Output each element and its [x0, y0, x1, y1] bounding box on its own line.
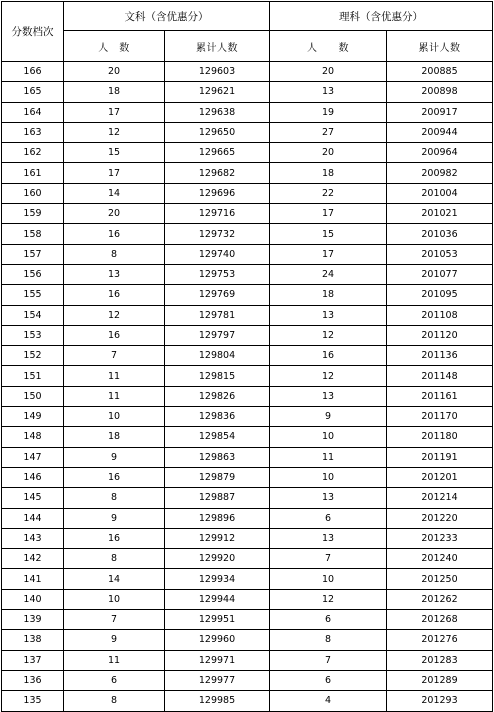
like-count-cell: 6	[270, 610, 387, 630]
like-cumulative-cell: 200885	[387, 62, 493, 82]
wenke-count-cell: 7	[64, 346, 165, 366]
like-cumulative-cell: 201004	[387, 183, 493, 203]
table-row	[2, 508, 493, 528]
like-count-header: 人 数	[270, 31, 387, 62]
wenke-count-cell: 13	[64, 264, 165, 284]
wenke-cumulative-cell: 129650	[165, 122, 270, 142]
wenke-cumulative-cell: 129621	[165, 82, 270, 102]
wenke-cumulative-cell: 129951	[165, 610, 270, 630]
like-count-cell: 16	[270, 346, 387, 366]
like-cumulative-cell: 201095	[387, 285, 493, 305]
like-cumulative-cell: 201180	[387, 427, 493, 447]
table-row	[2, 488, 493, 508]
score-cell: 138	[2, 630, 64, 650]
wenke-count-cell: 17	[64, 163, 165, 183]
score-cell: 152	[2, 346, 64, 366]
wenke-cumulative-cell: 129753	[165, 264, 270, 284]
score-cell: 151	[2, 366, 64, 386]
wenke-cumulative-cell: 129804	[165, 346, 270, 366]
like-count-cell: 15	[270, 224, 387, 244]
like-cumulative-cell: 201077	[387, 264, 493, 284]
score-cell: 137	[2, 650, 64, 670]
like-count-cell: 4	[270, 691, 387, 711]
wenke-count-cell: 8	[64, 549, 165, 569]
like-cumulative-header: 累计人数	[387, 31, 493, 62]
like-cumulative-cell: 201283	[387, 650, 493, 670]
score-cell: 156	[2, 264, 64, 284]
like-count-cell: 7	[270, 549, 387, 569]
like-count-cell: 13	[270, 386, 387, 406]
wenke-cumulative-cell: 129797	[165, 325, 270, 345]
table-row	[2, 305, 493, 325]
wenke-cumulative-cell: 129960	[165, 630, 270, 650]
like-cumulative-cell: 201036	[387, 224, 493, 244]
like-cumulative-cell: 201276	[387, 630, 493, 650]
like-count-cell: 8	[270, 630, 387, 650]
wenke-cumulative-cell: 129985	[165, 691, 270, 711]
wenke-cumulative-cell: 129826	[165, 386, 270, 406]
like-count-cell: 12	[270, 325, 387, 345]
table-row	[2, 102, 493, 122]
wenke-cumulative-cell: 129769	[165, 285, 270, 305]
wenke-cumulative-cell: 129944	[165, 589, 270, 609]
wenke-count-cell: 16	[64, 528, 165, 548]
score-cell: 158	[2, 224, 64, 244]
score-cell: 157	[2, 244, 64, 264]
like-count-cell: 7	[270, 650, 387, 670]
like-cumulative-cell: 201268	[387, 610, 493, 630]
score-cell: 162	[2, 143, 64, 163]
wenke-count-cell: 10	[64, 589, 165, 609]
wenke-cumulative-cell: 129854	[165, 427, 270, 447]
table-row	[2, 244, 493, 264]
like-count-cell: 12	[270, 589, 387, 609]
like-cumulative-cell: 201250	[387, 569, 493, 589]
like-cumulative-cell: 201053	[387, 244, 493, 264]
wenke-count-header: 人 数	[64, 31, 165, 62]
like-cumulative-cell: 201191	[387, 447, 493, 467]
like-cumulative-cell: 201170	[387, 407, 493, 427]
wenke-count-cell: 18	[64, 82, 165, 102]
table-row	[2, 346, 493, 366]
table-row	[2, 62, 493, 82]
like-count-cell: 10	[270, 569, 387, 589]
wenke-cumulative-cell: 129896	[165, 508, 270, 528]
wenke-count-cell: 8	[64, 244, 165, 264]
wenke-cumulative-cell: 129732	[165, 224, 270, 244]
like-cumulative-cell: 201108	[387, 305, 493, 325]
score-cell: 140	[2, 589, 64, 609]
wenke-count-cell: 11	[64, 650, 165, 670]
table-row	[2, 407, 493, 427]
like-cumulative-cell: 201021	[387, 204, 493, 224]
score-cell: 155	[2, 285, 64, 305]
like-cumulative-cell: 201161	[387, 386, 493, 406]
like-count-cell: 9	[270, 407, 387, 427]
wenke-cumulative-cell: 129879	[165, 467, 270, 487]
table-row	[2, 386, 493, 406]
table-header	[2, 2, 493, 62]
like-cumulative-cell: 201136	[387, 346, 493, 366]
wenke-cumulative-cell: 129912	[165, 528, 270, 548]
score-distribution-table	[1, 1, 493, 712]
like-cumulative-cell: 201240	[387, 549, 493, 569]
like-cumulative-cell: 200982	[387, 163, 493, 183]
like-cumulative-cell: 201201	[387, 467, 493, 487]
wenke-count-cell: 16	[64, 285, 165, 305]
table-row	[2, 589, 493, 609]
table-row	[2, 610, 493, 630]
table-row	[2, 467, 493, 487]
wenke-count-cell: 16	[64, 467, 165, 487]
score-cell: 146	[2, 467, 64, 487]
header-row-top	[2, 2, 493, 31]
table-row	[2, 691, 493, 711]
wenke-count-cell: 12	[64, 122, 165, 142]
like-cumulative-cell: 200944	[387, 122, 493, 142]
like-count-cell: 13	[270, 305, 387, 325]
wenke-cumulative-cell: 129934	[165, 569, 270, 589]
wenke-cumulative-cell: 129716	[165, 204, 270, 224]
table-row	[2, 325, 493, 345]
like-cumulative-cell: 201293	[387, 691, 493, 711]
wenke-group-header: 文科（含优惠分）	[64, 2, 270, 31]
wenke-cumulative-cell: 129863	[165, 447, 270, 467]
table-row	[2, 183, 493, 203]
wenke-cumulative-cell: 129815	[165, 366, 270, 386]
table-row	[2, 82, 493, 102]
wenke-count-cell: 9	[64, 630, 165, 650]
table-row	[2, 264, 493, 284]
like-cumulative-cell: 201148	[387, 366, 493, 386]
table-row	[2, 427, 493, 447]
wenke-count-cell: 11	[64, 366, 165, 386]
wenke-count-cell: 10	[64, 407, 165, 427]
score-cell: 142	[2, 549, 64, 569]
like-count-cell: 17	[270, 244, 387, 264]
table-row	[2, 143, 493, 163]
wenke-count-cell: 7	[64, 610, 165, 630]
like-cumulative-cell: 201289	[387, 670, 493, 690]
like-count-cell: 18	[270, 285, 387, 305]
table-row	[2, 366, 493, 386]
wenke-cumulative-cell: 129920	[165, 549, 270, 569]
table-row	[2, 549, 493, 569]
like-count-cell: 13	[270, 488, 387, 508]
score-cell: 143	[2, 528, 64, 548]
like-count-cell: 27	[270, 122, 387, 142]
wenke-count-cell: 20	[64, 204, 165, 224]
score-cell: 150	[2, 386, 64, 406]
wenke-count-cell: 16	[64, 325, 165, 345]
table-row	[2, 122, 493, 142]
like-count-cell: 13	[270, 528, 387, 548]
score-cell: 139	[2, 610, 64, 630]
wenke-cumulative-cell: 129682	[165, 163, 270, 183]
wenke-cumulative-cell: 129781	[165, 305, 270, 325]
table-row	[2, 630, 493, 650]
wenke-count-cell: 11	[64, 386, 165, 406]
score-cell: 153	[2, 325, 64, 345]
wenke-cumulative-cell: 129977	[165, 670, 270, 690]
like-count-cell: 20	[270, 62, 387, 82]
table-row	[2, 528, 493, 548]
wenke-cumulative-cell: 129665	[165, 143, 270, 163]
like-cumulative-cell: 201214	[387, 488, 493, 508]
like-count-cell: 19	[270, 102, 387, 122]
score-cell: 159	[2, 204, 64, 224]
like-count-cell: 13	[270, 82, 387, 102]
wenke-count-cell: 18	[64, 427, 165, 447]
table-row	[2, 670, 493, 690]
score-cell: 164	[2, 102, 64, 122]
score-cell: 144	[2, 508, 64, 528]
wenke-count-cell: 14	[64, 183, 165, 203]
score-cell: 145	[2, 488, 64, 508]
wenke-count-cell: 8	[64, 691, 165, 711]
like-cumulative-cell: 201233	[387, 528, 493, 548]
score-cell: 154	[2, 305, 64, 325]
table-row	[2, 569, 493, 589]
score-cell: 141	[2, 569, 64, 589]
like-group-header: 理科（含优惠分）	[270, 2, 493, 31]
like-count-cell: 6	[270, 508, 387, 528]
table-row	[2, 163, 493, 183]
like-count-cell: 12	[270, 366, 387, 386]
score-cell: 135	[2, 691, 64, 711]
score-level-header: 分数档次	[2, 2, 64, 62]
score-cell: 147	[2, 447, 64, 467]
wenke-cumulative-header: 累计人数	[165, 31, 270, 62]
wenke-count-cell: 9	[64, 508, 165, 528]
score-cell: 148	[2, 427, 64, 447]
like-cumulative-cell: 201120	[387, 325, 493, 345]
like-cumulative-cell: 200964	[387, 143, 493, 163]
like-count-cell: 20	[270, 143, 387, 163]
wenke-count-cell: 16	[64, 224, 165, 244]
like-cumulative-cell: 201220	[387, 508, 493, 528]
wenke-cumulative-cell: 129603	[165, 62, 270, 82]
wenke-count-cell: 17	[64, 102, 165, 122]
wenke-count-cell: 8	[64, 488, 165, 508]
score-cell: 163	[2, 122, 64, 142]
like-cumulative-cell: 200898	[387, 82, 493, 102]
table-row	[2, 447, 493, 467]
table-body	[2, 62, 493, 712]
like-count-cell: 10	[270, 467, 387, 487]
like-count-cell: 22	[270, 183, 387, 203]
score-cell: 160	[2, 183, 64, 203]
like-count-cell: 10	[270, 427, 387, 447]
wenke-cumulative-cell: 129740	[165, 244, 270, 264]
wenke-count-cell: 12	[64, 305, 165, 325]
table-row	[2, 650, 493, 670]
like-count-cell: 6	[270, 670, 387, 690]
wenke-count-cell: 9	[64, 447, 165, 467]
score-cell: 136	[2, 670, 64, 690]
table-row	[2, 224, 493, 244]
wenke-cumulative-cell: 129696	[165, 183, 270, 203]
like-count-cell: 24	[270, 264, 387, 284]
wenke-cumulative-cell: 129836	[165, 407, 270, 427]
header-row-sub	[2, 31, 493, 62]
table-row	[2, 204, 493, 224]
wenke-cumulative-cell: 129971	[165, 650, 270, 670]
wenke-count-cell: 6	[64, 670, 165, 690]
wenke-count-cell: 15	[64, 143, 165, 163]
like-cumulative-cell: 201262	[387, 589, 493, 609]
wenke-count-cell: 14	[64, 569, 165, 589]
score-cell: 149	[2, 407, 64, 427]
wenke-count-cell: 20	[64, 62, 165, 82]
score-cell: 161	[2, 163, 64, 183]
like-count-cell: 18	[270, 163, 387, 183]
table-row	[2, 285, 493, 305]
score-cell: 165	[2, 82, 64, 102]
like-count-cell: 11	[270, 447, 387, 467]
score-cell: 166	[2, 62, 64, 82]
like-cumulative-cell: 200917	[387, 102, 493, 122]
like-count-cell: 17	[270, 204, 387, 224]
wenke-cumulative-cell: 129638	[165, 102, 270, 122]
wenke-cumulative-cell: 129887	[165, 488, 270, 508]
